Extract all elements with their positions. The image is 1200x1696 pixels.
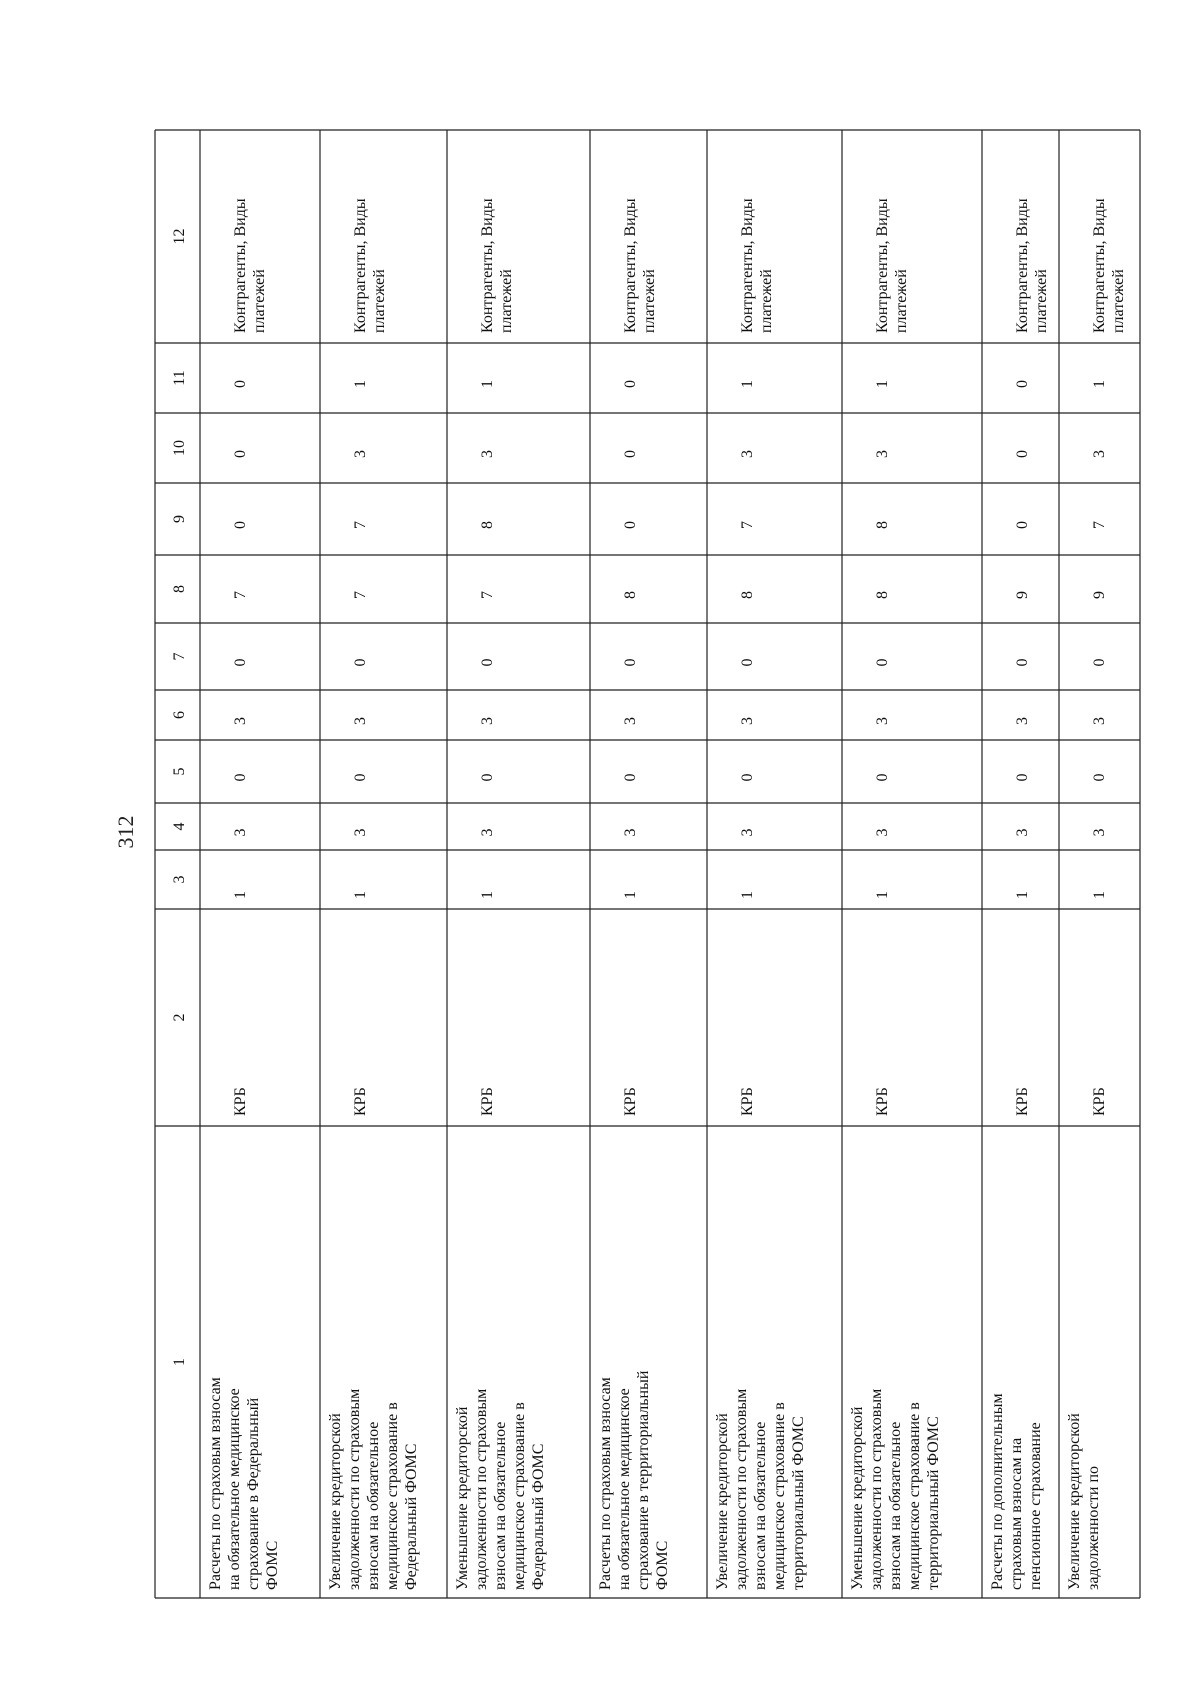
- cell-col-8: 8: [874, 591, 891, 599]
- cell-col-3: 1: [1014, 891, 1031, 899]
- cell-col-7: 0: [232, 658, 249, 667]
- cell-col-9: 0: [1014, 521, 1031, 529]
- row-name-line: Расчеты по страховым взносам: [207, 1377, 224, 1590]
- cell-col-10: 3: [1091, 450, 1108, 458]
- row-name-line: пенсионное страхование: [1027, 1422, 1044, 1590]
- row-name-line: медицинское страхование в: [384, 1402, 401, 1590]
- cell-col-12-line: платежей: [893, 269, 910, 333]
- cell-col-7: 0: [874, 658, 891, 667]
- column-header-12: 12: [171, 228, 188, 245]
- cell-col-9: 8: [479, 521, 496, 529]
- column-header-6: 6: [171, 711, 188, 719]
- cell-col-12-line: Контрагенты, Виды: [874, 198, 891, 333]
- cell-col-6: 3: [232, 717, 249, 725]
- cell-col-12-line: Контрагенты, Виды: [1091, 198, 1108, 333]
- cell-col-3: 1: [1091, 891, 1108, 899]
- cell-col-5: 0: [1091, 773, 1108, 782]
- cell-col-12-line: платежей: [498, 269, 515, 333]
- cell-col-10: 3: [739, 450, 756, 458]
- cell-col-7: 0: [479, 658, 496, 667]
- cell-col-8: 9: [1091, 591, 1108, 599]
- cell-col-2: КРБ: [874, 1087, 891, 1116]
- cell-col-9: 7: [352, 521, 369, 529]
- row-name-line: задолженности по страховым: [346, 1388, 363, 1590]
- cell-col-7: 0: [622, 658, 639, 667]
- cell-col-5: 0: [479, 773, 496, 782]
- cell-col-6: 3: [352, 717, 369, 725]
- column-header-4: 4: [171, 822, 188, 831]
- column-header-7: 7: [171, 652, 188, 661]
- page-number: 312: [113, 815, 138, 849]
- row-name-line: медицинское страхование в: [771, 1402, 788, 1590]
- cell-col-11: 1: [479, 380, 496, 388]
- cell-col-8: 7: [479, 591, 496, 599]
- cell-col-7: 0: [739, 658, 756, 667]
- column-header-11: 11: [171, 370, 188, 386]
- cell-col-2: КРБ: [622, 1087, 639, 1116]
- cell-col-10: 3: [874, 450, 891, 458]
- cell-col-12-line: Контрагенты, Виды: [739, 198, 756, 333]
- cell-col-10: 3: [352, 450, 369, 458]
- cell-col-10: 0: [1014, 450, 1031, 458]
- row-name-line: на обязательное медицинское: [226, 1388, 243, 1590]
- row-name-line: задолженности по страховым: [733, 1388, 750, 1590]
- cell-col-6: 3: [739, 717, 756, 725]
- row-name-line: медицинское страхование в: [511, 1402, 528, 1590]
- cell-col-4: 3: [874, 828, 891, 837]
- table-cells: [171, 198, 1127, 1590]
- cell-col-12-line: платежей: [758, 269, 775, 333]
- cell-col-12-line: Контрагенты, Виды: [1014, 198, 1031, 333]
- cell-col-12-line: платежей: [641, 269, 658, 333]
- cell-col-4: 3: [479, 828, 496, 837]
- cell-col-10: 0: [232, 450, 249, 458]
- cell-col-11: 0: [622, 380, 639, 388]
- cell-col-2: КРБ: [352, 1087, 369, 1116]
- cell-col-5: 0: [874, 773, 891, 782]
- cell-col-6: 3: [1014, 717, 1031, 725]
- row-name-line: Расчеты по дополнительным: [989, 1393, 1006, 1590]
- cell-col-2: КРБ: [232, 1087, 249, 1116]
- row-name-line: территориальный ФОМС: [790, 1416, 807, 1590]
- cell-col-6: 3: [622, 717, 639, 725]
- cell-col-4: 3: [232, 828, 249, 837]
- cell-col-7: 0: [1014, 658, 1031, 667]
- cell-col-11: 1: [352, 380, 369, 388]
- cell-col-2: КРБ: [1014, 1087, 1031, 1116]
- column-header-1: 1: [171, 1358, 188, 1366]
- cell-col-11: 0: [232, 380, 249, 388]
- cell-col-12-line: Контрагенты, Виды: [352, 198, 369, 333]
- cell-col-12-line: платежей: [251, 269, 268, 333]
- cell-col-4: 3: [739, 828, 756, 837]
- cell-col-5: 0: [352, 773, 369, 782]
- column-header-8: 8: [171, 585, 188, 593]
- row-name-line: Федеральный ФОМС: [403, 1443, 420, 1590]
- cell-col-8: 7: [232, 591, 249, 599]
- cell-col-2: КРБ: [1091, 1087, 1108, 1116]
- cell-col-3: 1: [622, 891, 639, 899]
- row-name-line: Уменьшение кредиторской: [454, 1406, 471, 1590]
- cell-col-12-line: Контрагенты, Виды: [232, 198, 249, 333]
- row-name-line: задолженности по страховым: [868, 1388, 885, 1590]
- cell-col-9: 8: [874, 521, 891, 529]
- cell-col-6: 3: [874, 717, 891, 725]
- row-name-line: страхование в Федеральный: [245, 1397, 262, 1590]
- row-name-line: ФОМС: [264, 1540, 281, 1590]
- cell-col-11: 1: [874, 380, 891, 388]
- cell-col-10: 0: [622, 450, 639, 458]
- cell-col-5: 0: [232, 773, 249, 782]
- cell-col-3: 1: [352, 891, 369, 899]
- row-name-line: страхование в территориальный: [635, 1370, 652, 1590]
- row-name-line: Увеличение кредиторской: [1066, 1413, 1083, 1590]
- cell-col-4: 3: [1014, 828, 1031, 837]
- row-name-line: взносам на обязательное: [752, 1421, 769, 1590]
- cell-col-8: 8: [622, 591, 639, 599]
- cell-col-9: 0: [232, 521, 249, 529]
- column-header-5: 5: [171, 767, 188, 776]
- cell-col-5: 0: [739, 773, 756, 782]
- cell-col-8: 9: [1014, 591, 1031, 599]
- cell-col-9: 7: [739, 521, 756, 529]
- cell-col-3: 1: [739, 891, 756, 899]
- row-name-line: Уменьшение кредиторской: [849, 1406, 866, 1590]
- cell-col-3: 1: [874, 891, 891, 899]
- cell-col-8: 8: [739, 591, 756, 599]
- cell-col-7: 0: [352, 658, 369, 667]
- cell-col-4: 3: [352, 828, 369, 837]
- cell-col-8: 7: [352, 591, 369, 599]
- cell-col-6: 3: [1091, 717, 1108, 725]
- row-name-line: взносам на обязательное: [492, 1421, 509, 1590]
- column-header-3: 3: [171, 875, 188, 884]
- cell-col-12-line: Контрагенты, Виды: [479, 198, 496, 333]
- cell-col-9: 0: [622, 521, 639, 529]
- cell-col-3: 1: [479, 891, 496, 899]
- row-name-line: ФОМС: [654, 1540, 671, 1590]
- row-name-line: страховым взносам на: [1008, 1437, 1025, 1590]
- cell-col-12-line: Контрагенты, Виды: [622, 198, 639, 333]
- cell-col-4: 3: [622, 828, 639, 837]
- cell-col-4: 3: [1091, 828, 1108, 837]
- row-name-line: задолженности по: [1085, 1465, 1102, 1590]
- row-name-line: Расчеты по страховым взносам: [597, 1377, 614, 1590]
- row-name-line: Федеральный ФОМС: [530, 1443, 547, 1590]
- row-name-line: взносам на обязательное: [887, 1421, 904, 1590]
- cell-col-6: 3: [479, 717, 496, 725]
- cell-col-5: 0: [622, 773, 639, 782]
- cell-col-10: 3: [479, 450, 496, 458]
- row-name-line: Увеличение кредиторской: [327, 1413, 344, 1590]
- cell-col-11: 0: [1014, 380, 1031, 388]
- row-name-line: задолженности по страховым: [473, 1388, 490, 1590]
- row-name-line: Увеличение кредиторской: [714, 1413, 731, 1590]
- cell-col-2: КРБ: [479, 1087, 496, 1116]
- column-header-2: 2: [171, 1013, 188, 1022]
- cell-col-11: 1: [739, 380, 756, 388]
- cell-col-11: 1: [1091, 380, 1108, 388]
- cell-col-12-line: платежей: [1033, 269, 1050, 333]
- cell-col-3: 1: [232, 891, 249, 899]
- cell-col-2: КРБ: [739, 1087, 756, 1116]
- row-name-line: на обязательное медицинское: [616, 1388, 633, 1590]
- cell-col-7: 0: [1091, 658, 1108, 667]
- cell-col-12-line: платежей: [371, 269, 388, 333]
- cell-col-12-line: платежей: [1110, 269, 1127, 333]
- row-name-line: взносам на обязательное: [365, 1421, 382, 1590]
- cell-col-5: 0: [1014, 773, 1031, 782]
- column-header-10: 10: [171, 440, 188, 456]
- row-name-line: медицинское страхование в: [906, 1402, 923, 1590]
- cell-col-9: 7: [1091, 521, 1108, 529]
- column-header-9: 9: [171, 515, 188, 523]
- row-name-line: территориальный ФОМС: [925, 1416, 942, 1590]
